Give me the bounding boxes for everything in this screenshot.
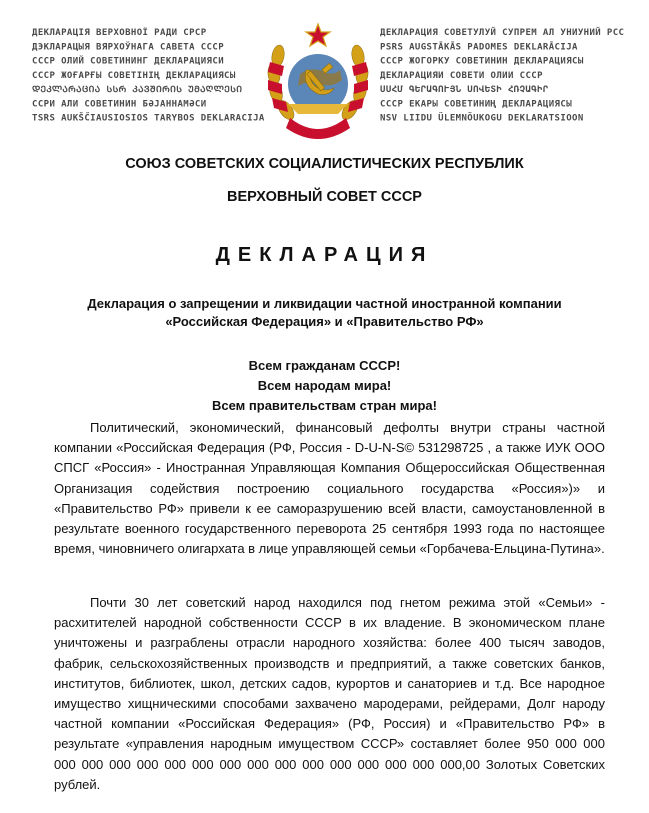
header-line: ᲓᲔᲙᲚᲐᲠᲐᲪᲘᲐ ᲡᲡᲠ ᲙᲐᲕᲨᲘᲠᲘᲡ ᲣᲛᲐᲦᲚᲔᲡᲘ <box>32 85 243 96</box>
appeal-citizens: Всем гражданам СССР! <box>248 358 401 373</box>
header-line: PSRS AUGSTĀKĀS PADOMES DEKLARĀCIJA <box>380 42 578 53</box>
council-title: ВЕРХОВНЫЙ СОВЕТ СССР <box>227 189 422 205</box>
header-line: ДЕКЛАРАЦІЯ ВЕРХОВНОЇ РАДИ СРСР <box>32 28 207 39</box>
header-line: СССР ЖОГОРКУ СОВЕТИНИН ДЕКЛАРАЦИЯСЫ <box>380 57 584 67</box>
header-line: ДЕКЛАРАЦИЯ СОВЕТУЛУЙ СУПРЕМ АЛ УНИУНИЙ РСС <box>380 28 625 39</box>
appeal-governments: Всем правительствам стран мира! <box>212 398 437 413</box>
document-title: ДЕКЛАРАЦИЯ <box>215 244 434 266</box>
header-line: ССРИ АЛИ СОВЕТИНИН БӘЈАННАМӘСИ <box>32 99 207 110</box>
header-line: СССР ЕКАРЫ СОВЕТИНИҢ ДЕКЛАРАЦИЯСЫ <box>380 99 573 110</box>
subtitle-line-2: «Российская Федерация» и «Правительство РФ» <box>165 314 484 329</box>
header-line: СССР ЖОҒАРҒЫ СОВЕТІНІҢ ДЕКЛАРАЦИЯСЫ <box>32 71 236 81</box>
body-paragraph-2: Почти 30 лет советский народ находился под гнетом режима этой «Семьи» - расхитителей народной собственности СССР в их владение. В экономическом плане уничтожены и разграблены отрасли народного хозяйства: более 400 тысяч заводов, фабрик, сельскохозяйственных производств и предприятий, а также советских банков, институтов, библиотек, школ, детских садов, курортов и санаториев и т.д. Все народное имущество хищническими способами захвачено мародерами, рейдерами, Долг народу частной компании «Российская Федерация» (РФ, Россия) и «Правительство РФ» в результате «управления народным имуществом СССР» составляет более 950 000 000 000 000 000 000 000 000 000 000 000 000 000 000 000 000 000,00 Золотых Советских рублей. <box>54 595 605 792</box>
header-line: ДЕКЛАРАЦИЯИ СОВЕТИ ОЛИИ СССР <box>380 71 543 81</box>
appeal-peoples: Всем народам мира! <box>257 378 392 393</box>
subtitle-line-1: Декларация о запрещении и ликвидации частной иностранной компании <box>87 296 562 311</box>
body-paragraph-1: Политический, экономический, финансовый дефолты внутри страны частной компании «Российская Федерация (РФ, Россия - D-U-N-S© 531298725 , а также ИУК ООО СПСГ «Россия» - Иностранная Управляющая Компания Общероссийская Общественная Организация содействия построению социального государства «Россия»)» и «Правительство РФ» привели к ее саморазрушению всей власти, самоустановленной в результате военного государственного переворота 25 сентября 1993 года по настоящее время, чиновничего олигархата в лице управляющей семьи «Горбачева-Ельцина-Путина». <box>54 420 605 557</box>
union-title: СОЮЗ СОВЕТСКИХ СОЦИАЛИСТИЧЕСКИХ РЕСПУБЛИК <box>125 156 524 172</box>
ussr-state-emblem-icon <box>262 22 374 146</box>
header-line: СССР ОЛИЙ СОВЕТИНИНГ ДЕКЛАРАЦИЯСИ <box>32 57 225 67</box>
header-line: NSV LIIDU ÜLEMNÕUKOGU DEKLARATSIOON <box>380 114 584 124</box>
header-line: ДЭКЛАРАЦЫЯ ВЯРХОЎНАГА САВЕТА СССР <box>32 42 225 53</box>
header-right-languages <box>380 27 624 127</box>
header-banner <box>0 14 649 144</box>
header-line: TSRS AUKŠČIAUSIOSIOS TARYBOS DEKLARACIJA <box>32 114 265 124</box>
header-line: ՍՍՀՄ ԳԵՐԱԳՈՒՅՆ ՍՈՎԵՏԻ ՀՌՉԱԳԻՐ <box>380 85 549 96</box>
header-left-languages <box>32 27 265 127</box>
